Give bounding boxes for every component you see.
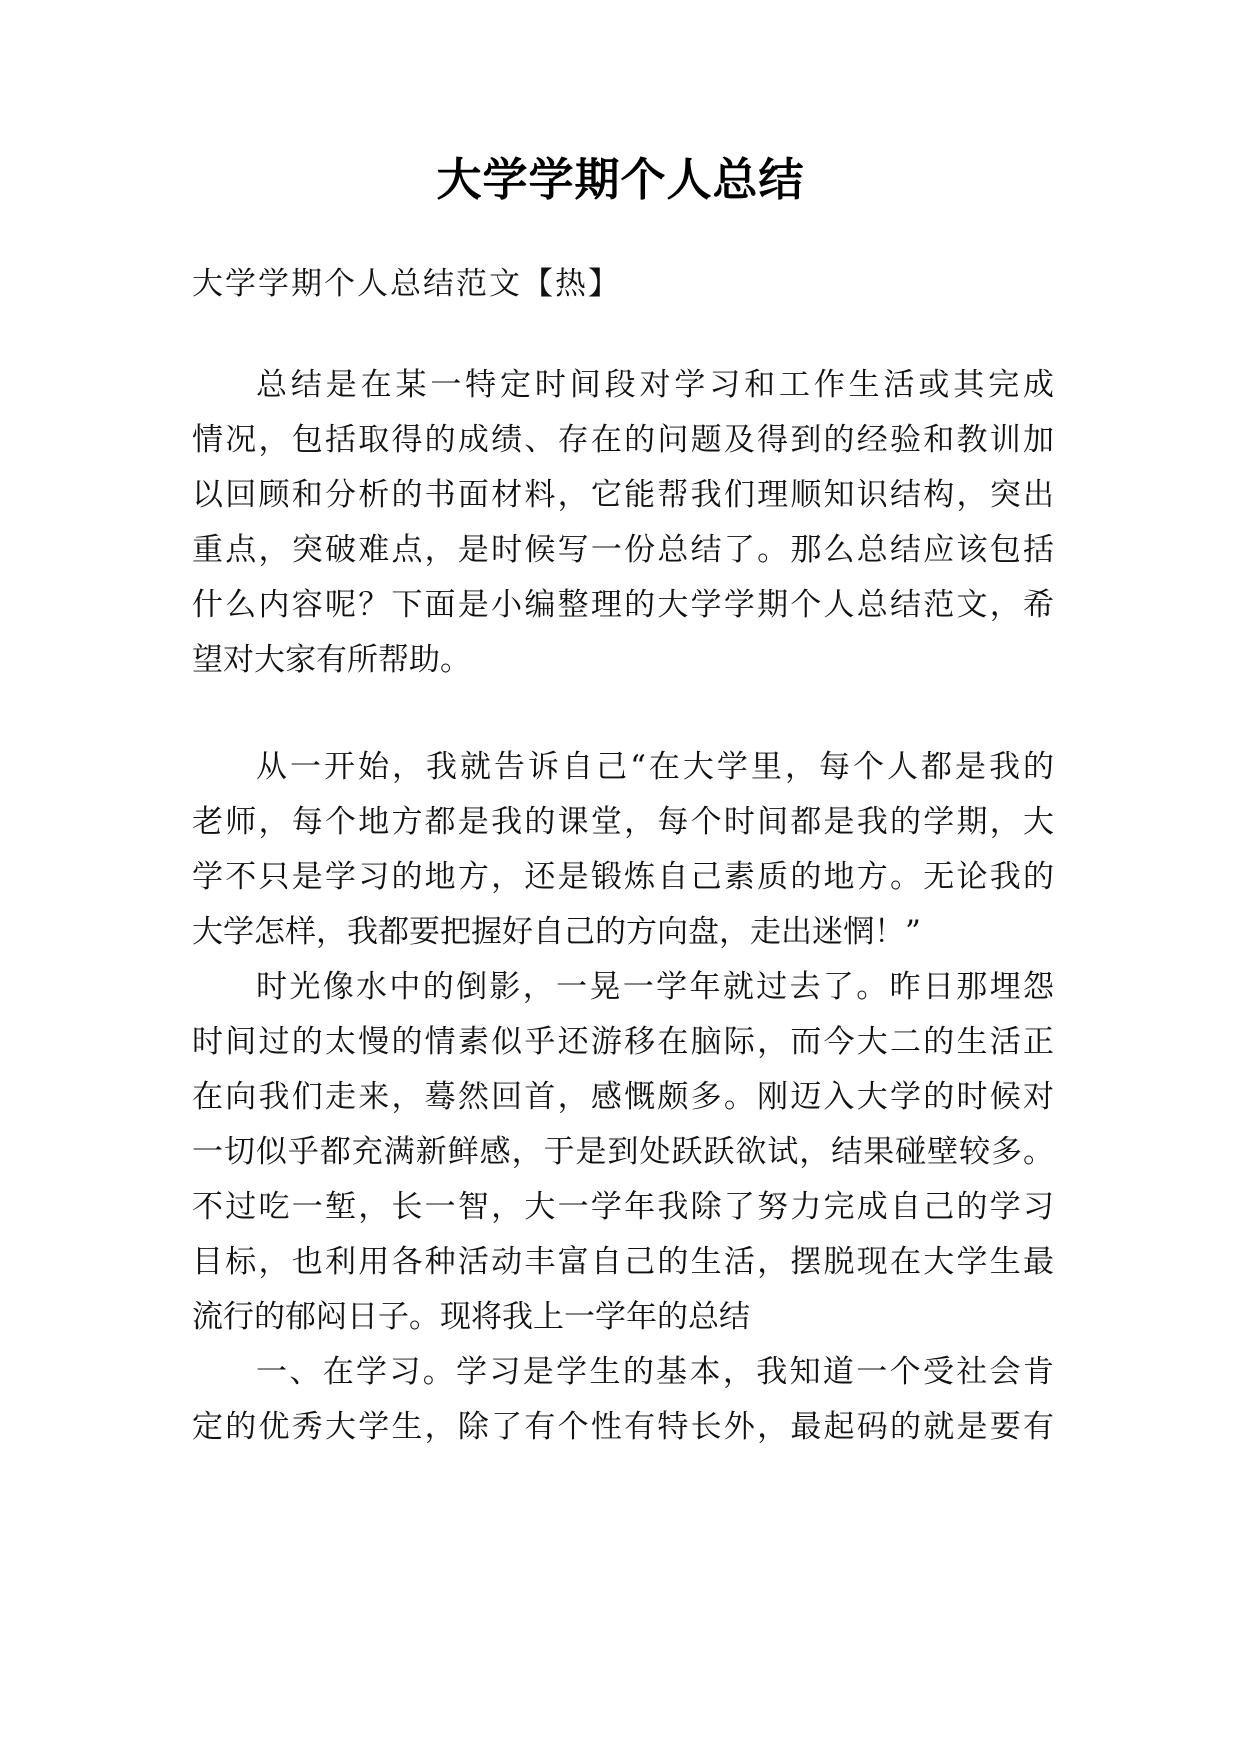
text-line: 学不只是学习的地方，还是锻炼自己素质的地方。无论我的 (192, 859, 1054, 895)
text-line: 以回顾和分析的书面材料，它能帮我们理顺知识结构，突出 (192, 477, 1054, 513)
text-line: 定的优秀大学生，除了有个性有特长外，最起码的就是要有 (192, 1409, 1054, 1445)
text-line: 情况，包括取得的成绩、存在的问题及得到的经验和教训加 (192, 422, 1054, 458)
text-line: 流行的郁闷日子。现将我上一学年的总结 (192, 1299, 750, 1335)
text-line: 时光像水中的倒影，一晃一学年就过去了。昨日那埋怨 (256, 969, 1054, 1005)
text-line: 什么内容呢？下面是小编整理的大学学期个人总结范文，希 (192, 587, 1054, 623)
text-line: 望对大家有所帮助。 (192, 642, 471, 678)
document-subtitle: 大学学期个人总结范文【热】 (192, 266, 621, 302)
text-line: 不过吃一堑，长一智，大一学年我除了努力完成自己的学习 (192, 1189, 1054, 1225)
text-line: 大学怎样，我都要把握好自己的方向盘，走出迷惘！” (192, 914, 921, 950)
text-line: 总结是在某一特定时间段对学习和工作生活或其完成 (256, 367, 1054, 403)
text-line: 重点，突破难点，是时候写一份总结了。那么总结应该包括 (192, 532, 1054, 568)
text-line: 从一开始，我就告诉自己“在大学里，每个人都是我的 (256, 749, 1054, 785)
text-line: 老师，每个地方都是我的课堂，每个时间都是我的学期，大 (192, 804, 1054, 840)
text-line: 目标，也利用各种活动丰富自己的生活，摆脱现在大学生最 (192, 1244, 1054, 1280)
text-line: 一、在学习。学习是学生的基本，我知道一个受社会肯 (256, 1354, 1054, 1390)
text-line: 时间过的太慢的情素似乎还游移在脑际，而今大二的生活正 (192, 1024, 1054, 1060)
text-line: 一切似乎都充满新鲜感，于是到处跃跃欲试，结果碰壁较多。 (192, 1134, 1054, 1170)
document-title: 大学学期个人总结 (436, 153, 805, 206)
text-line: 在向我们走来，蓦然回首，感慨颇多。刚迈入大学的时候对 (192, 1079, 1054, 1115)
